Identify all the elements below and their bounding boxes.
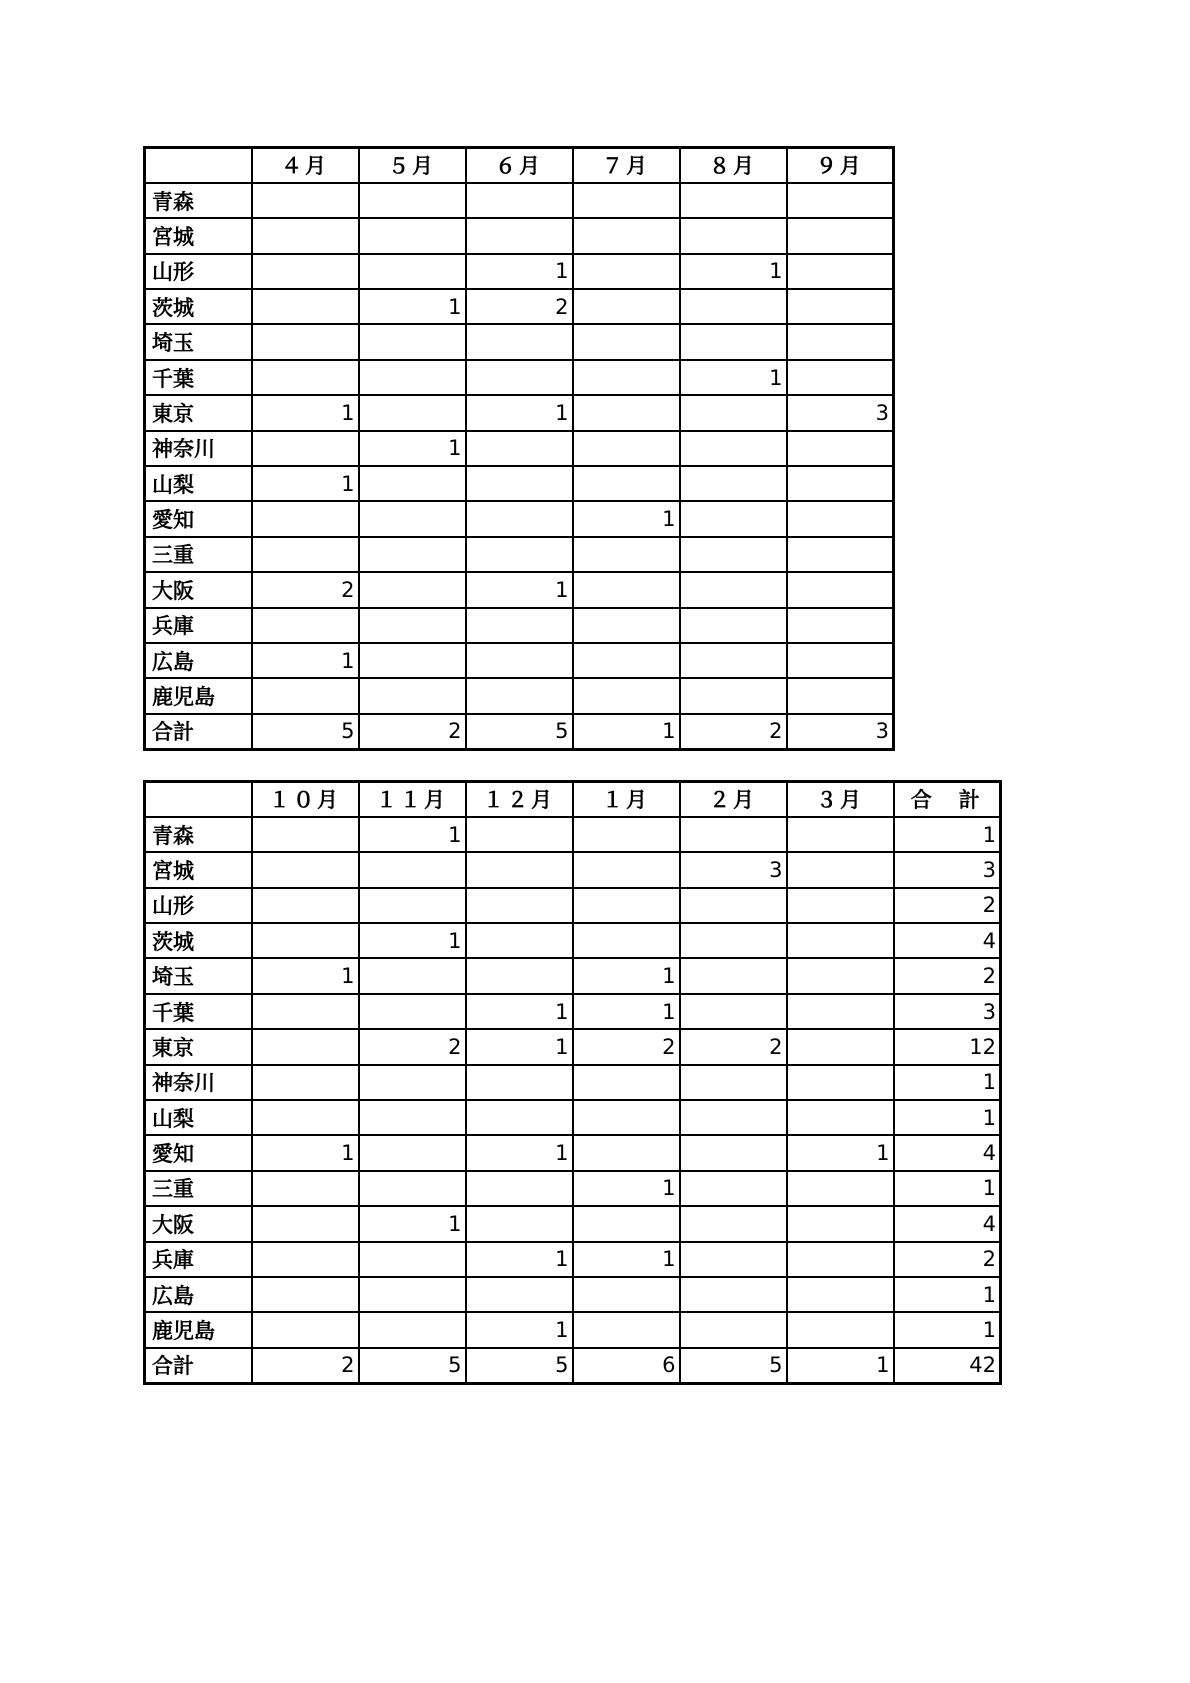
table-row — [145, 360, 894, 395]
prefecture-label: 山梨 — [145, 466, 252, 501]
count-cell: 2 — [680, 1029, 787, 1064]
table-row — [145, 1277, 1001, 1312]
count-cell — [573, 395, 680, 430]
count-cell — [787, 817, 894, 852]
table-row — [145, 431, 894, 466]
count-cell — [787, 608, 894, 643]
count-cell — [787, 1312, 894, 1347]
total-cell: 1 — [894, 1277, 1001, 1312]
count-cell — [787, 324, 894, 359]
count-cell — [680, 888, 787, 923]
count-cell — [466, 431, 573, 466]
count-cell — [787, 183, 894, 218]
count-cell — [359, 466, 466, 501]
count-cell: 2 — [252, 572, 359, 607]
total-cell: 3 — [894, 994, 1001, 1029]
count-cell — [466, 888, 573, 923]
count-cell — [252, 888, 359, 923]
count-cell — [573, 537, 680, 572]
count-cell — [787, 958, 894, 993]
count-cell — [252, 923, 359, 958]
table-row — [145, 1206, 1001, 1241]
count-cell — [466, 360, 573, 395]
prefecture-label: 千葉 — [145, 360, 252, 395]
table-row — [145, 1135, 1001, 1170]
count-cell — [573, 254, 680, 289]
total-cell: 4 — [894, 1206, 1001, 1241]
table-row — [145, 1312, 1001, 1347]
count-cell — [680, 572, 787, 607]
count-cell — [680, 643, 787, 678]
count-cell: 1 — [359, 1206, 466, 1241]
total-cell: 3 — [894, 852, 1001, 887]
count-cell — [680, 431, 787, 466]
count-cell — [466, 501, 573, 536]
month-header: ７月 — [573, 148, 680, 183]
month-header: ３月 — [787, 782, 894, 817]
count-cell — [680, 994, 787, 1029]
total-cell: 2 — [894, 888, 1001, 923]
prefecture-label: 三重 — [145, 537, 252, 572]
count-cell — [466, 218, 573, 253]
total-cell: 42 — [894, 1348, 1001, 1383]
count-cell — [680, 183, 787, 218]
count-cell — [787, 923, 894, 958]
count-cell — [252, 1206, 359, 1241]
prefecture-label: 大阪 — [145, 1206, 252, 1241]
total-cell: 12 — [894, 1029, 1001, 1064]
count-cell: 1 — [359, 289, 466, 324]
table-row — [145, 852, 1001, 887]
table-row — [145, 1348, 1001, 1383]
prefecture-label: 山形 — [145, 888, 252, 923]
count-cell — [466, 852, 573, 887]
count-cell — [680, 289, 787, 324]
count-cell — [359, 360, 466, 395]
count-cell — [466, 1100, 573, 1135]
count-cell — [252, 817, 359, 852]
total-cell: 2 — [894, 1242, 1001, 1277]
table-row — [145, 608, 894, 643]
prefecture-label: 合計 — [145, 1348, 252, 1383]
count-cell — [359, 218, 466, 253]
count-cell — [252, 218, 359, 253]
count-cell — [359, 1171, 466, 1206]
month-header: １０月 — [252, 782, 359, 817]
table-row — [145, 1100, 1001, 1135]
count-cell — [787, 466, 894, 501]
count-cell: 1 — [252, 466, 359, 501]
table-row — [145, 888, 1001, 923]
month-header: ４月 — [252, 148, 359, 183]
count-cell — [787, 218, 894, 253]
prefecture-label: 宮城 — [145, 218, 252, 253]
count-cell — [787, 852, 894, 887]
prefecture-label: 神奈川 — [145, 1065, 252, 1100]
count-cell — [359, 994, 466, 1029]
count-cell: 3 — [787, 395, 894, 430]
prefecture-label: 愛知 — [145, 501, 252, 536]
count-cell — [680, 1171, 787, 1206]
count-cell: 1 — [252, 395, 359, 430]
count-cell: 1 — [252, 643, 359, 678]
count-cell — [466, 1206, 573, 1241]
month-header: １２月 — [466, 782, 573, 817]
count-cell: 5 — [680, 1348, 787, 1383]
count-cell — [466, 643, 573, 678]
prefecture-label: 東京 — [145, 395, 252, 430]
count-cell — [787, 431, 894, 466]
table-row — [145, 714, 894, 749]
count-cell: 1 — [466, 994, 573, 1029]
count-cell — [466, 958, 573, 993]
prefecture-label: 埼玉 — [145, 324, 252, 359]
table-row — [145, 678, 894, 713]
count-cell — [252, 1242, 359, 1277]
count-cell — [680, 466, 787, 501]
count-cell: 1 — [573, 958, 680, 993]
count-cell — [573, 608, 680, 643]
prefecture-label: 鹿児島 — [145, 678, 252, 713]
table-row — [145, 218, 894, 253]
count-cell — [252, 678, 359, 713]
prefecture-label: 宮城 — [145, 852, 252, 887]
count-cell: 5 — [252, 714, 359, 749]
table-row — [145, 994, 1001, 1029]
count-cell — [787, 888, 894, 923]
table-row — [145, 395, 894, 430]
count-cell: 1 — [359, 817, 466, 852]
count-cell — [787, 1065, 894, 1100]
count-cell — [680, 608, 787, 643]
count-cell — [573, 852, 680, 887]
count-cell — [680, 958, 787, 993]
total-cell: 4 — [894, 1135, 1001, 1170]
count-cell: 3 — [680, 852, 787, 887]
count-cell — [252, 608, 359, 643]
count-cell — [680, 324, 787, 359]
total-cell: 1 — [894, 1065, 1001, 1100]
count-cell — [787, 1171, 894, 1206]
count-cell — [252, 1100, 359, 1135]
count-cell — [466, 1065, 573, 1100]
count-cell — [359, 678, 466, 713]
table-row — [145, 324, 894, 359]
count-cell: 1 — [466, 1312, 573, 1347]
corner-cell — [145, 782, 252, 817]
prefecture-label: 兵庫 — [145, 1242, 252, 1277]
second-half-table — [143, 780, 1002, 1385]
count-cell — [787, 572, 894, 607]
table-row — [145, 923, 1001, 958]
total-cell: 1 — [894, 1100, 1001, 1135]
count-cell: 1 — [359, 431, 466, 466]
table-row — [145, 572, 894, 607]
count-cell — [573, 1100, 680, 1135]
count-cell — [359, 183, 466, 218]
count-cell: 1 — [466, 254, 573, 289]
total-cell: 1 — [894, 817, 1001, 852]
count-cell — [359, 324, 466, 359]
count-cell — [252, 852, 359, 887]
count-cell — [466, 183, 573, 218]
count-cell — [680, 1242, 787, 1277]
prefecture-label: 青森 — [145, 817, 252, 852]
month-header: ６月 — [466, 148, 573, 183]
table-row — [145, 1065, 1001, 1100]
count-cell — [680, 923, 787, 958]
total-header: 合 計 — [894, 782, 1001, 817]
prefecture-label: 茨城 — [145, 289, 252, 324]
count-cell: 1 — [573, 1242, 680, 1277]
count-cell — [359, 501, 466, 536]
count-cell — [573, 923, 680, 958]
count-cell: 1 — [680, 360, 787, 395]
count-cell — [466, 608, 573, 643]
count-cell — [252, 360, 359, 395]
prefecture-label: 千葉 — [145, 994, 252, 1029]
prefecture-label: 茨城 — [145, 923, 252, 958]
count-cell: 6 — [573, 1348, 680, 1383]
count-cell — [680, 1312, 787, 1347]
count-cell — [359, 1242, 466, 1277]
count-cell — [466, 466, 573, 501]
count-cell — [252, 254, 359, 289]
count-cell — [466, 537, 573, 572]
count-cell — [680, 1206, 787, 1241]
count-cell — [573, 466, 680, 501]
count-cell — [359, 1065, 466, 1100]
table-row — [145, 1171, 1001, 1206]
prefecture-label: 埼玉 — [145, 958, 252, 993]
count-cell: 1 — [573, 994, 680, 1029]
table-row — [145, 537, 894, 572]
count-cell — [680, 395, 787, 430]
count-cell: 1 — [252, 958, 359, 993]
first-half-table — [143, 146, 895, 751]
table-row — [145, 183, 894, 218]
prefecture-label: 広島 — [145, 643, 252, 678]
count-cell — [359, 395, 466, 430]
count-cell: 3 — [787, 714, 894, 749]
count-cell: 1 — [466, 1242, 573, 1277]
total-cell: 2 — [894, 958, 1001, 993]
header-row — [145, 782, 1001, 817]
count-cell — [680, 678, 787, 713]
count-cell — [359, 1312, 466, 1347]
count-cell — [359, 852, 466, 887]
count-cell — [252, 501, 359, 536]
count-cell — [787, 289, 894, 324]
count-cell — [359, 1277, 466, 1312]
count-cell — [252, 289, 359, 324]
count-cell — [359, 888, 466, 923]
count-cell — [252, 994, 359, 1029]
count-cell — [573, 218, 680, 253]
count-cell — [466, 1277, 573, 1312]
count-cell — [573, 183, 680, 218]
count-cell — [252, 324, 359, 359]
count-cell — [359, 958, 466, 993]
count-cell — [573, 360, 680, 395]
count-cell: 1 — [466, 1029, 573, 1064]
month-header: ９月 — [787, 148, 894, 183]
count-cell — [680, 1135, 787, 1170]
count-cell — [252, 1171, 359, 1206]
table-row — [145, 466, 894, 501]
count-cell: 2 — [252, 1348, 359, 1383]
count-cell — [466, 923, 573, 958]
count-cell — [573, 1065, 680, 1100]
count-cell — [787, 678, 894, 713]
count-cell — [573, 817, 680, 852]
total-cell: 4 — [894, 923, 1001, 958]
count-cell: 5 — [466, 714, 573, 749]
month-header: ２月 — [680, 782, 787, 817]
count-cell: 1 — [466, 395, 573, 430]
count-cell — [787, 254, 894, 289]
count-cell — [787, 1277, 894, 1312]
count-cell — [787, 1206, 894, 1241]
count-cell — [466, 324, 573, 359]
count-cell — [359, 254, 466, 289]
count-cell — [359, 572, 466, 607]
count-cell: 2 — [359, 1029, 466, 1064]
count-cell: 2 — [359, 714, 466, 749]
count-cell — [466, 1171, 573, 1206]
table-row — [145, 958, 1001, 993]
prefecture-label: 愛知 — [145, 1135, 252, 1170]
count-cell — [252, 1065, 359, 1100]
count-cell: 2 — [680, 714, 787, 749]
count-cell: 5 — [359, 1348, 466, 1383]
corner-cell — [145, 148, 252, 183]
prefecture-label: 青森 — [145, 183, 252, 218]
count-cell — [787, 1242, 894, 1277]
count-cell — [573, 572, 680, 607]
count-cell — [680, 501, 787, 536]
count-cell: 1 — [573, 714, 680, 749]
count-cell: 1 — [787, 1135, 894, 1170]
count-cell: 1 — [573, 501, 680, 536]
count-cell — [787, 360, 894, 395]
count-cell — [573, 678, 680, 713]
count-cell — [359, 643, 466, 678]
total-cell: 1 — [894, 1312, 1001, 1347]
prefecture-label: 鹿児島 — [145, 1312, 252, 1347]
count-cell — [787, 643, 894, 678]
count-cell — [573, 324, 680, 359]
table-row — [145, 643, 894, 678]
count-cell: 1 — [680, 254, 787, 289]
prefecture-label: 大阪 — [145, 572, 252, 607]
count-cell — [466, 678, 573, 713]
count-cell: 1 — [787, 1348, 894, 1383]
count-cell: 2 — [466, 289, 573, 324]
count-cell — [680, 817, 787, 852]
count-cell — [573, 431, 680, 466]
count-cell — [787, 501, 894, 536]
count-cell: 2 — [573, 1029, 680, 1064]
count-cell — [252, 431, 359, 466]
count-cell: 1 — [466, 572, 573, 607]
prefecture-label: 山形 — [145, 254, 252, 289]
count-cell: 1 — [359, 923, 466, 958]
prefecture-label: 三重 — [145, 1171, 252, 1206]
count-cell — [252, 1029, 359, 1064]
count-cell — [680, 1065, 787, 1100]
count-cell — [680, 218, 787, 253]
count-cell — [787, 537, 894, 572]
count-cell — [787, 994, 894, 1029]
count-cell — [680, 1100, 787, 1135]
prefecture-label: 兵庫 — [145, 608, 252, 643]
table-row — [145, 254, 894, 289]
count-cell: 1 — [252, 1135, 359, 1170]
prefecture-label: 広島 — [145, 1277, 252, 1312]
prefecture-label: 東京 — [145, 1029, 252, 1064]
count-cell — [359, 1135, 466, 1170]
count-cell: 5 — [466, 1348, 573, 1383]
count-cell — [680, 1277, 787, 1312]
table-row — [145, 1242, 1001, 1277]
count-cell — [466, 817, 573, 852]
table-row — [145, 817, 1001, 852]
count-cell — [359, 537, 466, 572]
count-cell — [787, 1029, 894, 1064]
count-cell — [680, 537, 787, 572]
table-row — [145, 501, 894, 536]
month-header: １１月 — [359, 782, 466, 817]
count-cell — [252, 537, 359, 572]
total-cell: 1 — [894, 1171, 1001, 1206]
count-cell — [252, 183, 359, 218]
count-cell — [252, 1312, 359, 1347]
header-row — [145, 148, 894, 183]
count-cell — [573, 1206, 680, 1241]
count-cell — [573, 1277, 680, 1312]
month-header: １月 — [573, 782, 680, 817]
count-cell — [573, 1135, 680, 1170]
table-row — [145, 1029, 1001, 1064]
month-header: ８月 — [680, 148, 787, 183]
count-cell — [573, 289, 680, 324]
count-cell — [787, 1100, 894, 1135]
prefecture-label: 神奈川 — [145, 431, 252, 466]
prefecture-label: 山梨 — [145, 1100, 252, 1135]
count-cell — [573, 888, 680, 923]
month-header: ５月 — [359, 148, 466, 183]
count-cell — [252, 1277, 359, 1312]
count-cell: 1 — [466, 1135, 573, 1170]
count-cell: 1 — [573, 1171, 680, 1206]
count-cell — [359, 608, 466, 643]
count-cell — [573, 1312, 680, 1347]
count-cell — [359, 1100, 466, 1135]
table-row — [145, 289, 894, 324]
prefecture-label: 合計 — [145, 714, 252, 749]
count-cell — [573, 643, 680, 678]
